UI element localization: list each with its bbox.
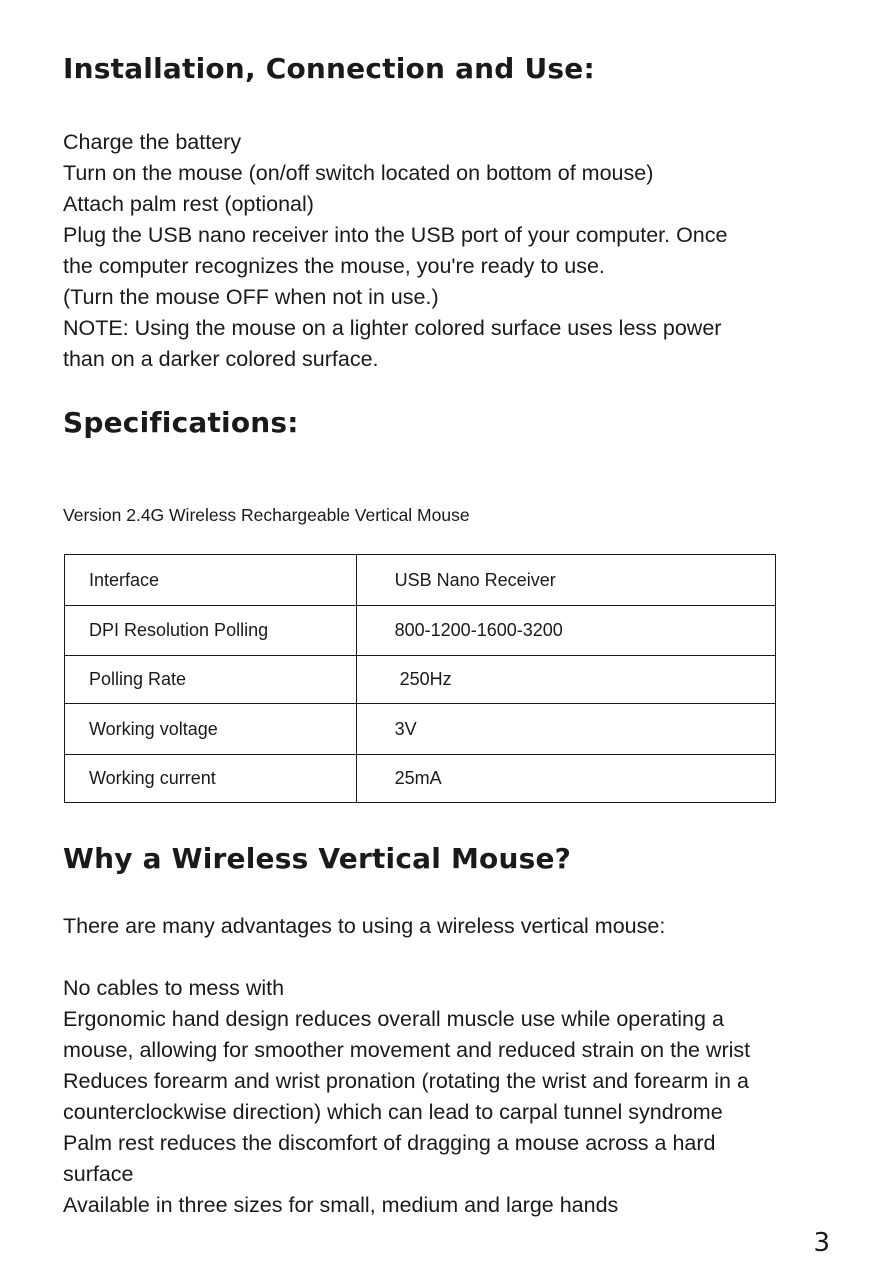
table-row bbox=[65, 555, 776, 606]
why-intro: There are many advantages to using a wireless vertical mouse: bbox=[63, 914, 666, 938]
advantage-line: counterclockwise direction) which can lead to carpal tunnel syndrome bbox=[63, 1100, 723, 1124]
page-number: 3 bbox=[813, 1228, 830, 1258]
instruction-line: (Turn the mouse OFF when not in use.) bbox=[63, 285, 439, 309]
why-heading: Why a Wireless Vertical Mouse? bbox=[63, 842, 572, 875]
spec-label: Working current bbox=[65, 755, 357, 803]
advantage-line: Palm rest reduces the discomfort of dragging a mouse across a hard bbox=[63, 1131, 716, 1155]
instruction-line: the computer recognizes the mouse, you're ready to use. bbox=[63, 254, 605, 278]
spec-label: Interface bbox=[65, 555, 357, 606]
advantage-line: surface bbox=[63, 1162, 134, 1186]
instruction-line: Attach palm rest (optional) bbox=[63, 192, 314, 216]
spec-label: Working voltage bbox=[65, 704, 357, 755]
installation-instructions bbox=[63, 127, 853, 375]
instruction-line: than on a darker colored surface. bbox=[63, 347, 379, 371]
installation-heading: Installation, Connection and Use: bbox=[63, 52, 595, 85]
instruction-line: NOTE: Using the mouse on a lighter colored surface uses less power bbox=[63, 316, 722, 340]
table-row bbox=[65, 606, 776, 656]
advantages-list bbox=[63, 973, 853, 1221]
table-row bbox=[65, 656, 776, 704]
advantage-line: Reduces forearm and wrist pronation (rotating the wrist and forearm in a bbox=[63, 1069, 749, 1093]
spec-value: USB Nano Receiver bbox=[356, 555, 775, 606]
spec-value: 3V bbox=[356, 704, 775, 755]
spec-label: DPI Resolution Polling bbox=[65, 606, 357, 656]
specifications-table bbox=[64, 554, 776, 803]
advantage-line: Ergonomic hand design reduces overall muscle use while operating a bbox=[63, 1007, 724, 1031]
specifications-heading: Specifications: bbox=[63, 406, 299, 439]
version-text: Version 2.4G Wireless Rechargeable Vertical Mouse bbox=[63, 505, 470, 525]
advantage-line: No cables to mess with bbox=[63, 976, 285, 1000]
spec-label: Polling Rate bbox=[65, 656, 357, 704]
spec-value: 800-1200-1600-3200 bbox=[356, 606, 775, 656]
advantage-line: mouse, allowing for smoother movement and reduced strain on the wrist bbox=[63, 1038, 751, 1062]
instruction-line: Plug the USB nano receiver into the USB port of your computer. Once bbox=[63, 223, 728, 247]
advantage-line: Available in three sizes for small, medium and large hands bbox=[63, 1193, 619, 1217]
instruction-line: Charge the battery bbox=[63, 130, 242, 154]
spec-value: 25mA bbox=[356, 755, 775, 803]
table-row bbox=[65, 704, 776, 755]
spec-value: 250Hz bbox=[356, 656, 775, 704]
instruction-line: Turn on the mouse (on/off switch located on bottom of mouse) bbox=[63, 161, 654, 185]
table-row bbox=[65, 755, 776, 803]
